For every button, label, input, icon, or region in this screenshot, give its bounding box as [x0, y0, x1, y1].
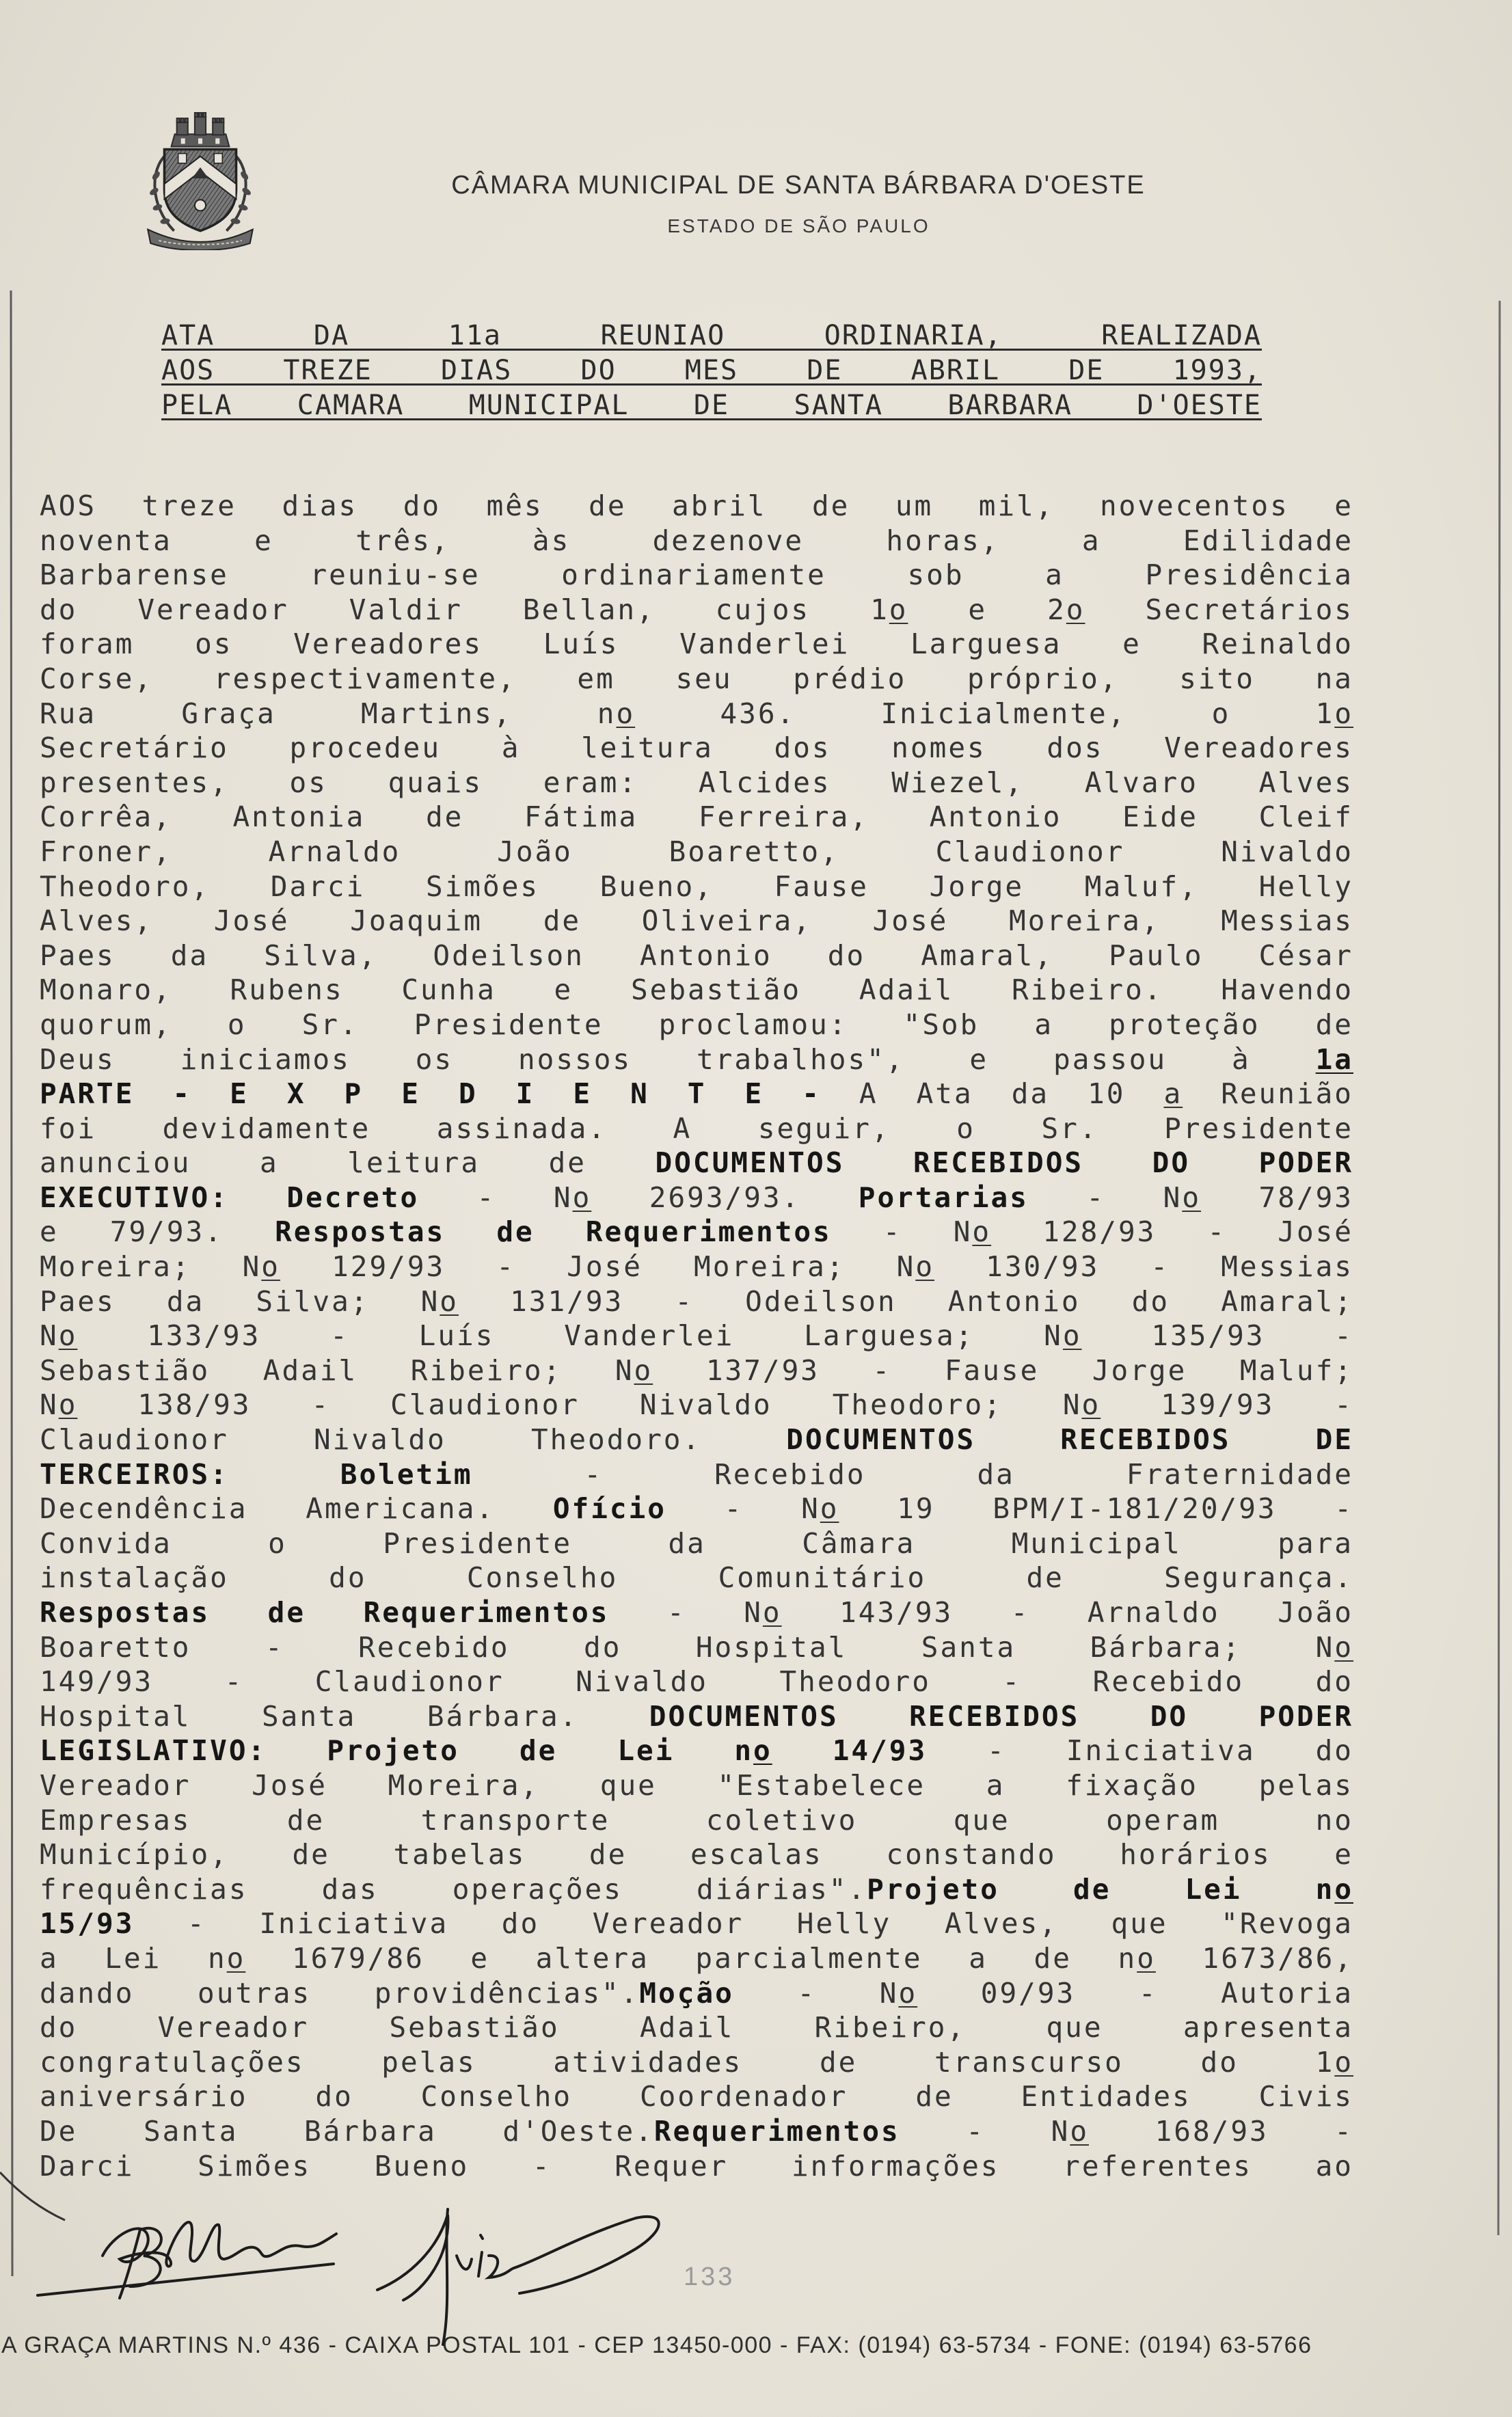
text-segment: 138/93 - Claudionor Nivaldo Theodoro; N: [77, 1388, 1082, 1422]
text-segment: 128/93 - José: [991, 1215, 1353, 1249]
body-line: [40, 524, 1353, 558]
text-segment: Ofício: [552, 1492, 666, 1526]
text-segment: 168/93 -: [1089, 2114, 1353, 2148]
document-title: [161, 319, 1262, 423]
text-segment: Froner, Arnaldo João Boaretto, Claudionor Nivaldo: [40, 835, 1353, 868]
text-segment: 1673/86,: [1155, 1941, 1353, 1975]
text-segment: o: [898, 1976, 918, 2010]
body-line: [40, 1561, 1353, 1595]
text-segment: DOCUMENTOS RECEBIDOS DO PODER: [649, 1699, 1354, 1733]
body-line: [40, 766, 1353, 800]
text-segment: Hospital Santa Bárbara.: [40, 1699, 649, 1733]
text-segment: 129/93 - José Moreira; N: [280, 1250, 916, 1284]
text-segment: Convida o Presidente da Câmara Municipal para: [40, 1526, 1353, 1560]
text-segment: - N: [1028, 1180, 1183, 1214]
text-segment: - Recebido da Fraternidade: [472, 1457, 1353, 1491]
text-segment: 2693/93.: [591, 1180, 859, 1214]
text-segment: N: [40, 1319, 59, 1353]
text-segment: 09/93 - Autoria: [917, 1976, 1353, 2010]
text-segment: e 79/93.: [40, 1215, 275, 1249]
signature-second: [377, 2209, 659, 2345]
body-line: [40, 1941, 1353, 1976]
text-segment: o: [634, 1353, 653, 1387]
text-segment: - Iniciativa do Vereador Helly Alves, que "Revoga: [134, 1907, 1353, 1941]
text-segment: Corse, respectivamente, em seu prédio próprio, sito na: [40, 662, 1353, 695]
text-segment: Darci Simões Bueno - Requer informações referentes ao: [40, 2149, 1353, 2183]
text-segment: AOS treze dias do mês de abril de um mil, novecentos e: [40, 489, 1353, 522]
coat-of-arms-icon: [145, 112, 256, 250]
body-line: [40, 1491, 1353, 1526]
text-segment: A Ata da 10: [820, 1077, 1164, 1111]
text-segment: Respostas de Requerimentos: [275, 1215, 832, 1249]
body-line: [40, 1906, 1353, 1941]
body-line: [40, 627, 1353, 662]
body-line: [40, 2045, 1353, 2080]
text-segment: 149/93 - Claudionor Nivaldo Theodoro - Recebido do: [40, 1665, 1353, 1699]
text-segment: - N: [609, 1596, 763, 1629]
text-segment: foram os Vereadores Luís Vanderlei Larguesa e Reinaldo: [40, 627, 1353, 661]
body-line: [40, 558, 1353, 593]
text-segment: o: [572, 1180, 592, 1214]
body-line: [40, 697, 1353, 731]
body-line: [40, 1146, 1353, 1180]
text-segment: do Vereador Sebastião Adail Ribeiro, que apresenta: [40, 2011, 1353, 2044]
text-segment: o: [762, 1596, 782, 1629]
text-segment: o: [58, 1319, 78, 1353]
body-line: [40, 1215, 1353, 1250]
text-segment: Secretários: [1085, 593, 1353, 626]
text-segment: Vereador José Moreira, que "Estabelece a fixação pelas: [40, 1768, 1353, 1802]
body-line: [40, 800, 1353, 835]
text-segment: Projeto de Lei n: [867, 1872, 1335, 1906]
text-segment: - N: [733, 1976, 899, 2010]
body-line: [40, 1457, 1353, 1492]
text-segment: - N: [419, 1180, 573, 1214]
text-segment: 19 BPM/I-181/20/93 -: [839, 1492, 1353, 1526]
text-segment: Respostas de Requerimentos: [40, 1596, 610, 1629]
body-line: [40, 1077, 1353, 1111]
text-segment: o: [1334, 697, 1353, 730]
text-segment: a Lei n: [40, 1941, 227, 1975]
body-line: [40, 869, 1353, 904]
body-line: [40, 2010, 1353, 2045]
body-line: [40, 1353, 1353, 1388]
text-segment: - Iniciativa do: [927, 1734, 1353, 1768]
text-segment: DOCUMENTOS RECEBIDOS DE: [786, 1423, 1353, 1457]
text-segment: Deus iniciamos os nossos trabalhos", e passou à: [40, 1042, 1316, 1076]
signature-bellan: [38, 2222, 336, 2298]
text-segment: instalação do Conselho Comunitário de Segurança.: [40, 1561, 1353, 1595]
text-segment: o: [1062, 1319, 1082, 1353]
text-segment: 15/93: [40, 1907, 135, 1941]
body-line: [40, 1526, 1353, 1561]
text-segment: foi devidamente assinada. A seguir, o Sr. Presidente: [40, 1111, 1353, 1145]
institution-name: CÂMARA MUNICIPAL DE SANTA BÁRBARA D'OESTE: [451, 171, 1146, 200]
text-segment: 1679/86 e altera parcialmente a de n: [245, 1941, 1137, 1975]
body-line: [40, 662, 1353, 697]
text-segment: o: [1070, 2114, 1089, 2148]
body-line: [40, 835, 1353, 869]
text-segment: frequências das operações diárias".: [40, 1872, 867, 1906]
body-line: [40, 1595, 1353, 1630]
text-segment: o: [1182, 1180, 1202, 1214]
text-segment: Theodoro, Darci Simões Bueno, Fause Jorge Maluf, Helly: [40, 869, 1353, 903]
body-line: [40, 1664, 1353, 1699]
text-segment: o: [226, 1941, 246, 1975]
text-segment: do Vereador Valdir Bellan, cujos 1: [40, 593, 889, 626]
body-line: [40, 1180, 1353, 1215]
text-segment: Boaretto - Recebido do Hospital Santa Bárbara; N: [40, 1630, 1335, 1664]
text-segment: 135/93 -: [1081, 1319, 1353, 1353]
text-segment: 130/93 - Messias: [934, 1250, 1353, 1284]
text-segment: Sebastião Adail Ribeiro; N: [40, 1353, 634, 1387]
text-segment: 137/93 - Fause Jorge Maluf;: [653, 1353, 1353, 1387]
text-segment: 78/93: [1201, 1180, 1353, 1214]
text-segment: 14/93: [772, 1734, 928, 1768]
body-line: [40, 1699, 1353, 1734]
text-segment: Alves, José Joaquim de Oliveira, José Moreira, Messias: [40, 904, 1353, 938]
title-line: ATA DA 11a REUNIAO ORDINARIA, REALIZADA: [161, 320, 1262, 351]
body-line: [40, 1630, 1353, 1665]
body-line: [40, 1250, 1353, 1284]
text-segment: Moreira; N: [40, 1250, 262, 1284]
body-line: [40, 2079, 1353, 2114]
body-line: [40, 1768, 1353, 1803]
title-line: AOS TREZE DIAS DO MES DE ABRIL DE 1993,: [161, 355, 1262, 386]
minutes-body-text: [40, 489, 1353, 2183]
text-segment: o: [58, 1388, 78, 1422]
body-line: [40, 1042, 1353, 1077]
text-segment: DOCUMENTOS RECEBIDOS DO PODER: [655, 1146, 1353, 1180]
text-segment: Corrêa, Antonia de Fátima Ferreira, Antonio Eide Cleif: [40, 800, 1353, 834]
body-line: [40, 1111, 1353, 1146]
text-segment: Rua Graça Martins, n: [40, 697, 617, 730]
text-segment: 133/93 - Luís Vanderlei Larguesa; N: [77, 1319, 1063, 1353]
text-segment: Decendência Americana.: [40, 1492, 553, 1526]
text-segment: o: [1137, 1941, 1156, 1975]
text-segment: o: [753, 1734, 772, 1768]
text-segment: LEGISLATIVO: Projeto de Lei n: [40, 1734, 754, 1768]
state-name: ESTADO DE SÃO PAULO: [667, 215, 930, 237]
body-line: [40, 2114, 1353, 2149]
right-margin-rule: [1498, 301, 1500, 2235]
text-segment: o: [820, 1492, 839, 1526]
text-segment: o: [261, 1250, 280, 1284]
text-segment: Requerimentos: [653, 2114, 900, 2148]
text-segment: o: [915, 1250, 935, 1284]
text-segment: - N: [900, 2114, 1070, 2148]
text-segment: o: [889, 593, 908, 626]
body-line: [40, 1284, 1353, 1319]
text-segment: Paes da Silva; N: [40, 1284, 440, 1318]
text-segment: Portarias: [858, 1180, 1029, 1214]
text-segment: N: [40, 1388, 59, 1422]
text-segment: - N: [831, 1215, 973, 1249]
text-segment: Paes da Silva, Odeilson Antonio do Amaral, Paulo César: [40, 939, 1353, 972]
text-segment: o: [1334, 2045, 1353, 2079]
text-segment: o: [440, 1284, 459, 1318]
body-line: [40, 904, 1353, 939]
body-line: [40, 1872, 1353, 1907]
body-line: [40, 731, 1353, 766]
body-line: [40, 1733, 1353, 1768]
body-line: [40, 1319, 1353, 1353]
text-segment: PARTE - E X P E D I E N T E -: [40, 1077, 821, 1111]
body-line: [40, 593, 1353, 627]
body-line: [40, 1388, 1353, 1422]
text-segment: Claudionor Nivaldo Theodoro.: [40, 1423, 787, 1457]
text-segment: Município, de tabelas de escalas constando horários e: [40, 1838, 1353, 1872]
text-segment: dando outras providências".: [40, 1976, 640, 2010]
text-segment: 143/93 - Arnaldo João: [781, 1596, 1353, 1629]
text-segment: Empresas de transporte coletivo que operam no: [40, 1803, 1353, 1837]
text-segment: 139/93 -: [1101, 1388, 1353, 1422]
text-segment: TERCEIROS: Boletim: [40, 1457, 473, 1491]
body-line: [40, 1803, 1353, 1838]
text-segment: Reunião: [1183, 1077, 1353, 1111]
text-segment: Monaro, Rubens Cunha e Sebastião Adail Ribeiro. Havendo: [40, 973, 1353, 1007]
text-segment: presentes, os quais eram: Alcides Wiezel, Alvaro Alves: [40, 766, 1353, 799]
footer-address: A GRAÇA MARTINS N.º 436 - CAIXA POSTAL 101 - CEP 13450-000 - FAX: (0194) 63-5734 - FONE: (0194) 63-5766: [1, 2332, 1312, 2358]
text-segment: - N: [666, 1492, 820, 1526]
text-segment: o: [1081, 1388, 1101, 1422]
text-segment: o: [1066, 593, 1085, 626]
text-segment: aniversário do Conselho Coordenador de Entidades Civis: [40, 2080, 1353, 2114]
text-segment: quorum, o Sr. Presidente proclamou: "Sob a proteção de: [40, 1008, 1353, 1041]
text-segment: Secretário procedeu à leitura dos nomes dos Vereadores: [40, 731, 1353, 765]
text-segment: o: [1334, 1630, 1353, 1664]
body-line: [40, 939, 1353, 973]
text-segment: o: [1334, 1872, 1353, 1906]
text-segment: noventa e três, às dezenove horas, a Edilidade: [40, 524, 1353, 557]
text-segment: Moção: [639, 1976, 734, 2010]
text-segment: anunciou a leitura de: [40, 1146, 656, 1180]
text-segment: 131/93 - Odeilson Antonio do Amaral;: [458, 1284, 1353, 1318]
text-segment: Barbarense reuniu-se ordinariamente sob a Presidência: [40, 558, 1353, 592]
body-line: [40, 1976, 1353, 2011]
text-segment: 436. Inicialmente, o 1: [635, 697, 1335, 730]
title-line: PELA CAMARA MUNICIPAL DE SANTA BARBARA D'OESTE: [161, 390, 1262, 421]
body-line: [40, 973, 1353, 1008]
body-line: [40, 2149, 1353, 2184]
text-segment: a: [1163, 1077, 1183, 1111]
page-number: 133: [684, 2263, 735, 2291]
text-segment: 1a: [1315, 1042, 1353, 1076]
text-segment: congratulações pelas atividades de transcurso do 1: [40, 2045, 1335, 2079]
body-line: [40, 1008, 1353, 1042]
text-segment: e 2: [908, 593, 1066, 626]
text-segment: o: [972, 1215, 992, 1249]
text-segment: EXECUTIVO: Decreto: [40, 1180, 420, 1214]
text-segment: o: [616, 697, 636, 730]
body-line: [40, 489, 1353, 524]
body-line: [40, 1422, 1353, 1457]
body-line: [40, 1837, 1353, 1872]
left-margin-rule: [11, 291, 12, 2276]
text-segment: De Santa Bárbara d'Oeste.: [40, 2114, 654, 2148]
